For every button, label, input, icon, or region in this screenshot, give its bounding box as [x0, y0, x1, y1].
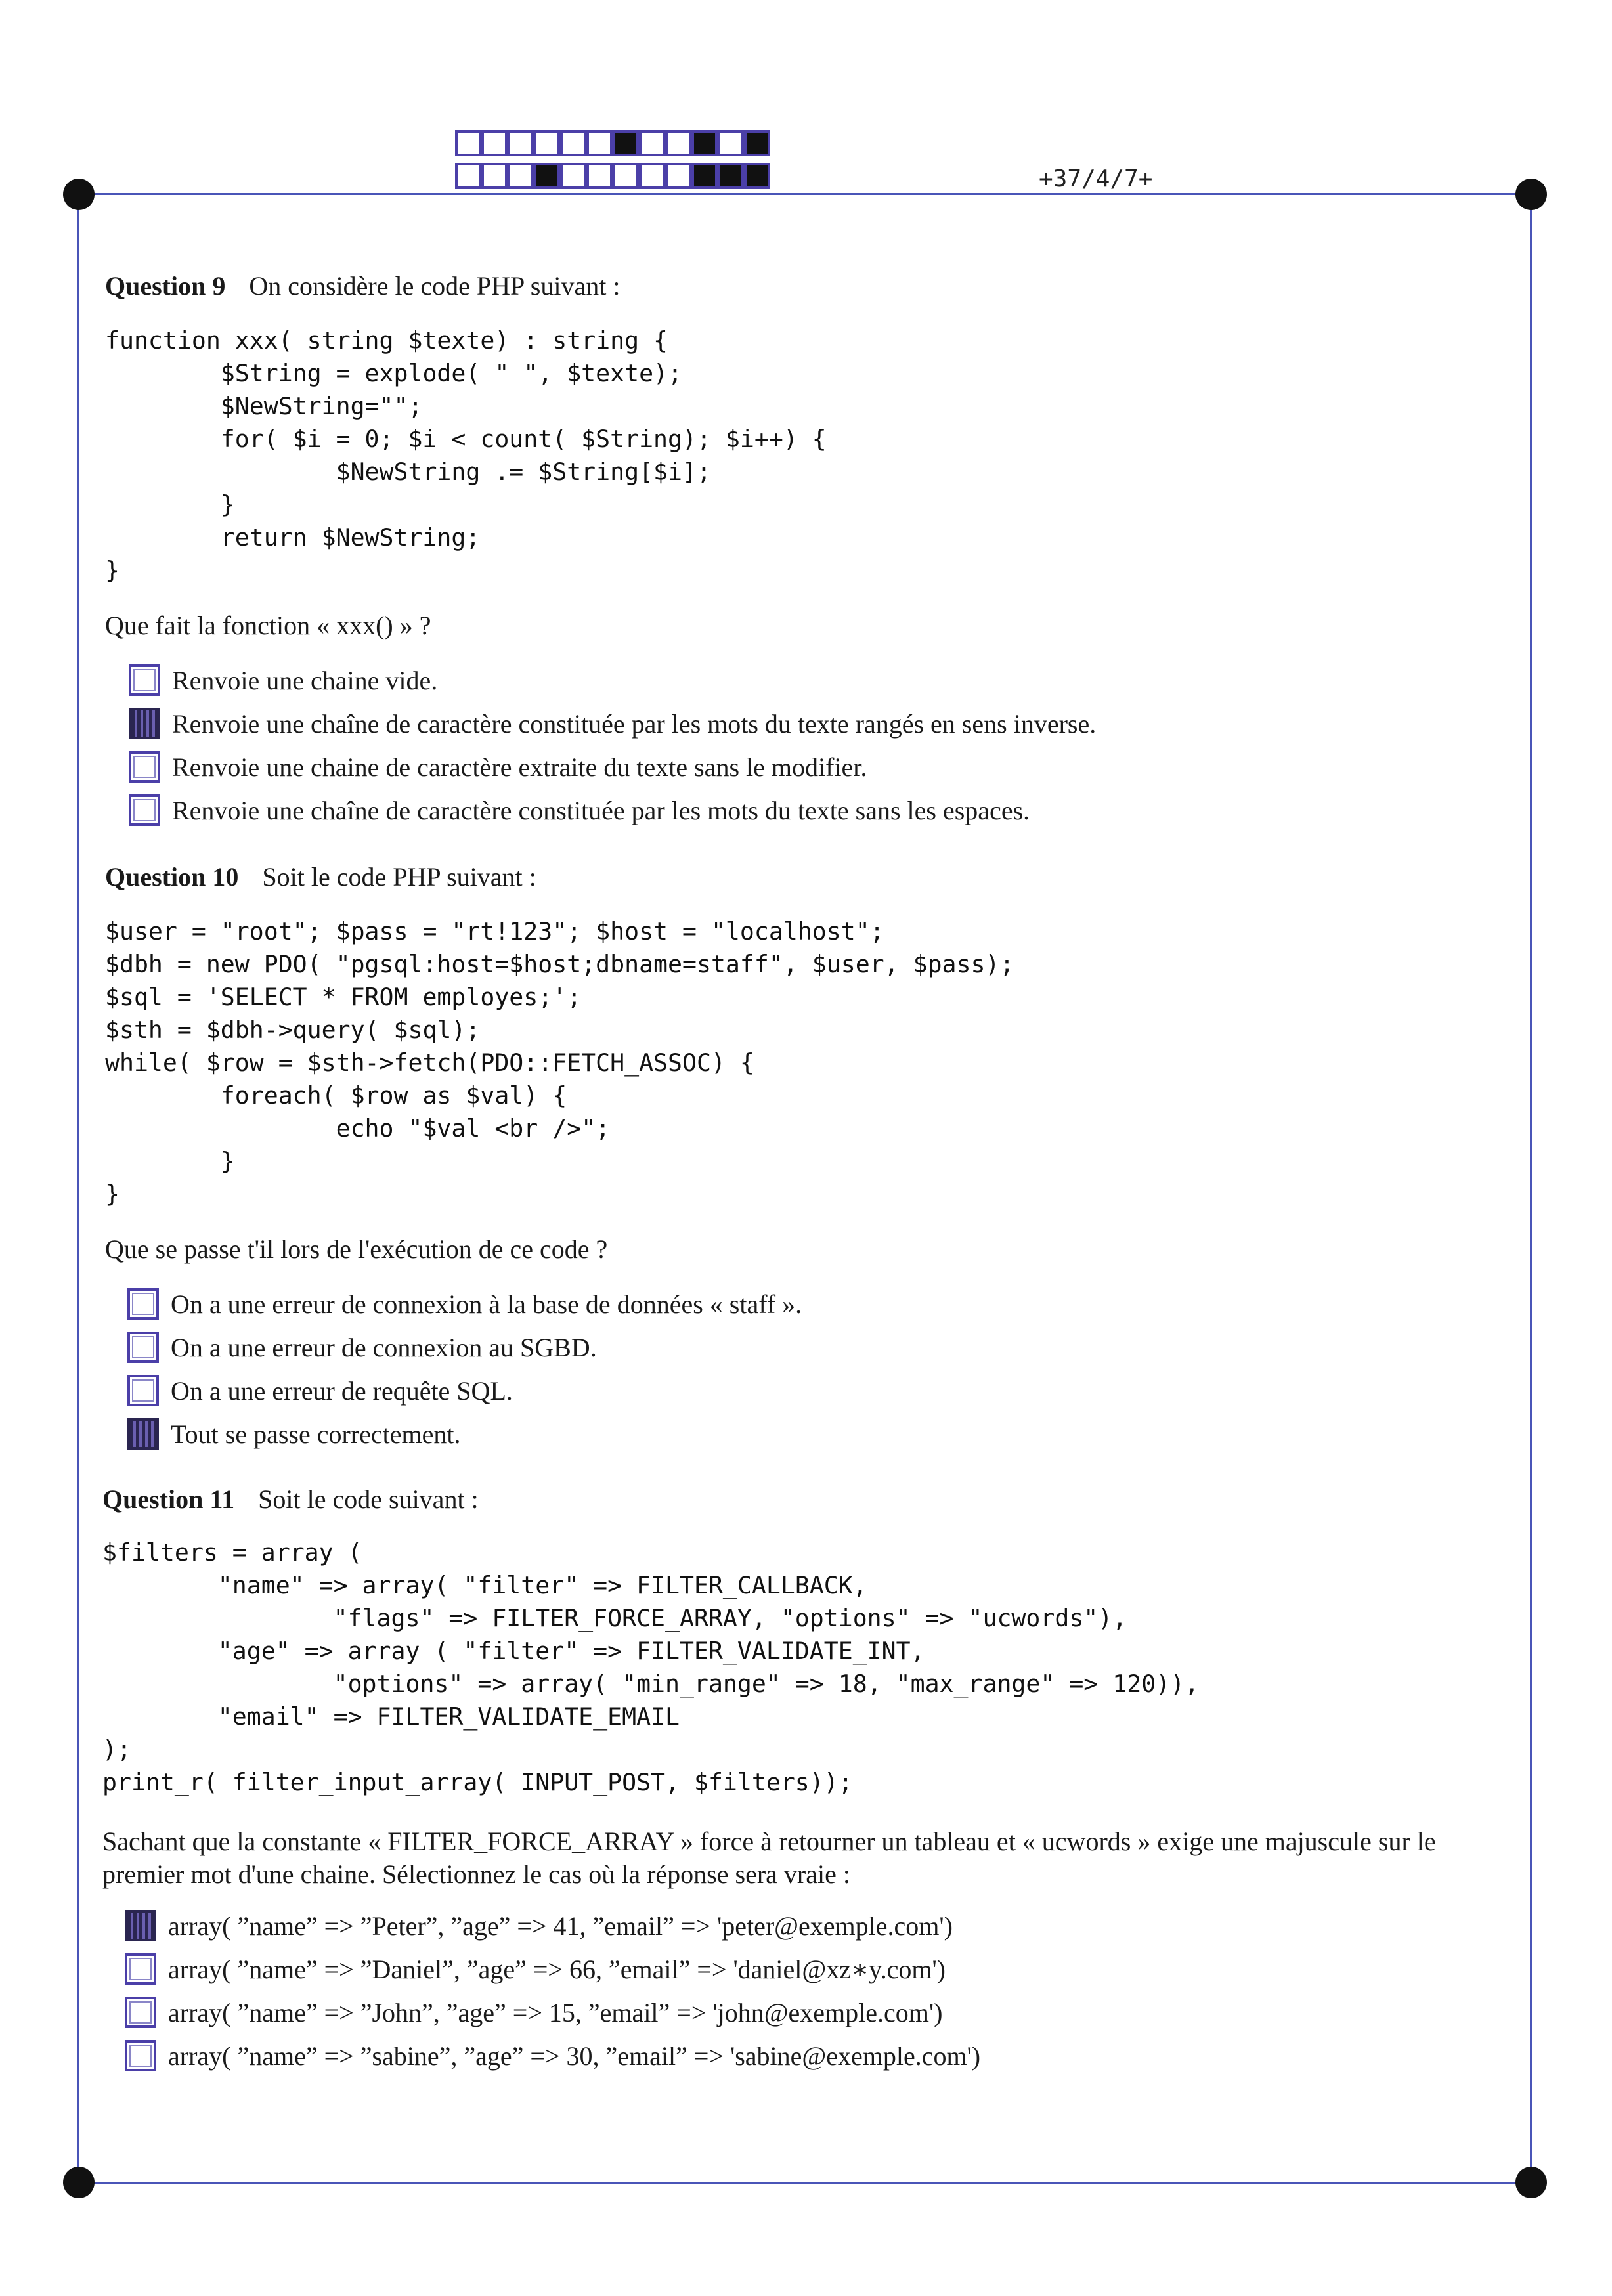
question-9-intro: On considère le code PHP suivant :	[249, 271, 621, 301]
code-cell	[718, 163, 744, 189]
question-11-label: Question 11	[102, 1484, 235, 1514]
q11-answer-3[interactable]	[125, 1991, 980, 2034]
q10-answer-2[interactable]	[127, 1326, 802, 1369]
page-id: +37/4/7+	[1039, 165, 1153, 192]
q9-answer-2[interactable]	[129, 702, 1096, 745]
code-cell	[560, 130, 586, 156]
question-10-heading	[105, 861, 536, 892]
code-cell	[481, 130, 508, 156]
q10-answer-2-text: On a une erreur de connexion au SGBD.	[171, 1332, 597, 1362]
code-cell	[744, 163, 770, 189]
code-cell	[534, 163, 560, 189]
q11-answer-1-checkbox[interactable]	[125, 1910, 156, 1941]
q9-answer-4-text: Renvoie une chaîne de caractère constituée par les mots du texte sans les espaces.	[172, 795, 1030, 825]
q9-answer-4-checkbox[interactable]	[129, 794, 160, 826]
code-cell	[613, 163, 639, 189]
q11-answer-1-text: array( ”name” => ”Peter”, ”age” => 41, ”email” => 'peter@exemple.com')	[168, 1911, 953, 1941]
q9-answer-3-checkbox[interactable]	[129, 751, 160, 783]
code-cell	[639, 163, 665, 189]
q10-answer-3-text: On a une erreur de requête SQL.	[171, 1375, 513, 1406]
q11-answer-2[interactable]	[125, 1947, 980, 1991]
q11-answer-4-text: array( ”name” => ”sabine”, ”age” => 30, ”email” => 'sabine@exemple.com')	[168, 2041, 981, 2071]
question-11-prompt-line-2: premier mot d'une chaine. Sélectionnez le cas où la réponse sera vraie :	[102, 1859, 850, 1889]
q9-answer-1-checkbox[interactable]	[129, 664, 160, 696]
code-cell	[455, 163, 481, 189]
corner-marker-bottom-left	[63, 2167, 95, 2198]
code-cell	[665, 130, 691, 156]
id-code-strip-1	[455, 130, 770, 156]
question-10-answers	[127, 1282, 802, 1456]
code-cell	[586, 163, 613, 189]
question-10-code: $user = "root"; $pass = "rt!123"; $host = "localhost"; $dbh = new PDO( "pgsql:host=$host;dbname=staff", $user, $pass); $sql = 'SELECT * FROM employes;'; $sth = $dbh->query( $sql); while( $row = $sth->fetch(PDO::FETCH_ASSOC) { foreach( $row as $val) { echo "$val <br />"; } }	[105, 917, 1014, 1208]
q10-answer-1-text: On a une erreur de connexion à la base de données « staff ».	[171, 1289, 802, 1319]
code-cell	[560, 163, 586, 189]
code-cell	[691, 130, 718, 156]
corner-marker-top-left	[63, 179, 95, 210]
question-9-code: function xxx( string $texte) : string { $String = explode( " ", $texte); $NewString=""; for( $i = 0; $i < count( $String); $i++) { $NewString .= $String[$i]; } return $NewString; }	[105, 326, 827, 584]
q9-answer-4[interactable]	[129, 789, 1096, 832]
question-9-label: Question 9	[105, 271, 226, 301]
corner-marker-top-right	[1515, 179, 1547, 210]
q11-answer-1[interactable]	[125, 1904, 980, 1947]
q11-answer-3-checkbox[interactable]	[125, 1997, 156, 2028]
code-cell	[508, 163, 534, 189]
frame-right	[1530, 193, 1532, 2184]
q11-answer-4-checkbox[interactable]	[125, 2040, 156, 2071]
q9-answer-2-checkbox[interactable]	[129, 708, 160, 739]
question-11-code: $filters = array ( "name" => array( "filter" => FILTER_CALLBACK, "flags" => FILTER_FORCE_ARRAY, "options" => "ucwords"), "age" => array ( "filter" => FILTER_VALIDATE_INT, "options" => array( "min_range" => 18, "max_range" => 120)), "email" => FILTER_VALIDATE_EMAIL ); print_r( filter_input_array( INPUT_POST, $filters));	[102, 1538, 1200, 1796]
question-9-prompt: Que fait la fonction « xxx() » ?	[105, 611, 431, 640]
frame-bottom	[79, 2182, 1531, 2184]
q10-answer-4[interactable]	[127, 1412, 802, 1456]
q10-answer-2-checkbox[interactable]	[127, 1332, 159, 1363]
frame-top	[79, 193, 1531, 195]
q9-answer-1[interactable]	[129, 659, 1096, 702]
question-10-intro: Soit le code PHP suivant :	[262, 862, 536, 892]
code-cell	[534, 130, 560, 156]
code-cell	[455, 130, 481, 156]
question-11-heading	[102, 1484, 479, 1515]
id-code-strip-2	[455, 163, 770, 189]
code-cell	[639, 130, 665, 156]
code-cell	[691, 163, 718, 189]
q10-answer-1[interactable]	[127, 1282, 802, 1326]
q10-answer-3-checkbox[interactable]	[127, 1375, 159, 1406]
question-10-prompt: Que se passe t'il lors de l'exécution de ce code ?	[105, 1234, 608, 1264]
q10-answer-4-text: Tout se passe correctement.	[171, 1419, 461, 1449]
question-10-label: Question 10	[105, 862, 239, 892]
code-cell	[613, 130, 639, 156]
q11-answer-2-checkbox[interactable]	[125, 1953, 156, 1985]
q9-answer-3-text: Renvoie une chaine de caractère extraite du texte sans le modifier.	[172, 752, 867, 782]
question-9-heading	[105, 271, 620, 301]
code-cell	[744, 130, 770, 156]
code-cell	[665, 163, 691, 189]
code-cell	[508, 130, 534, 156]
frame-left	[77, 193, 79, 2184]
q11-answer-4[interactable]	[125, 2034, 980, 2077]
question-11-prompt	[102, 1825, 1436, 1891]
corner-marker-bottom-right	[1515, 2167, 1547, 2198]
code-cell	[481, 163, 508, 189]
q11-answer-3-text: array( ”name” => ”John”, ”age” => 15, ”email” => 'john@exemple.com')	[168, 1997, 943, 2027]
q9-answer-1-text: Renvoie une chaine vide.	[172, 665, 438, 695]
question-11-prompt-line-1: Sachant que la constante « FILTER_FORCE_ARRAY » force à retourner un tableau et « ucwords » exige une majuscule sur le	[102, 1827, 1436, 1856]
code-cell	[718, 130, 744, 156]
question-9-answers	[129, 659, 1096, 832]
q9-answer-3[interactable]	[129, 745, 1096, 789]
q11-answer-2-text: array( ”name” => ”Daniel”, ”age” => 66, ”email” => 'daniel@xz∗y.com')	[168, 1954, 946, 1984]
question-11-intro: Soit le code suivant :	[258, 1484, 479, 1514]
code-cell	[586, 130, 613, 156]
question-11-answers	[125, 1904, 980, 2077]
q10-answer-3[interactable]	[127, 1369, 802, 1412]
q10-answer-4-checkbox[interactable]	[127, 1418, 159, 1450]
q10-answer-1-checkbox[interactable]	[127, 1288, 159, 1320]
q9-answer-2-text: Renvoie une chaîne de caractère constituée par les mots du texte rangés en sens inverse.	[172, 708, 1097, 739]
